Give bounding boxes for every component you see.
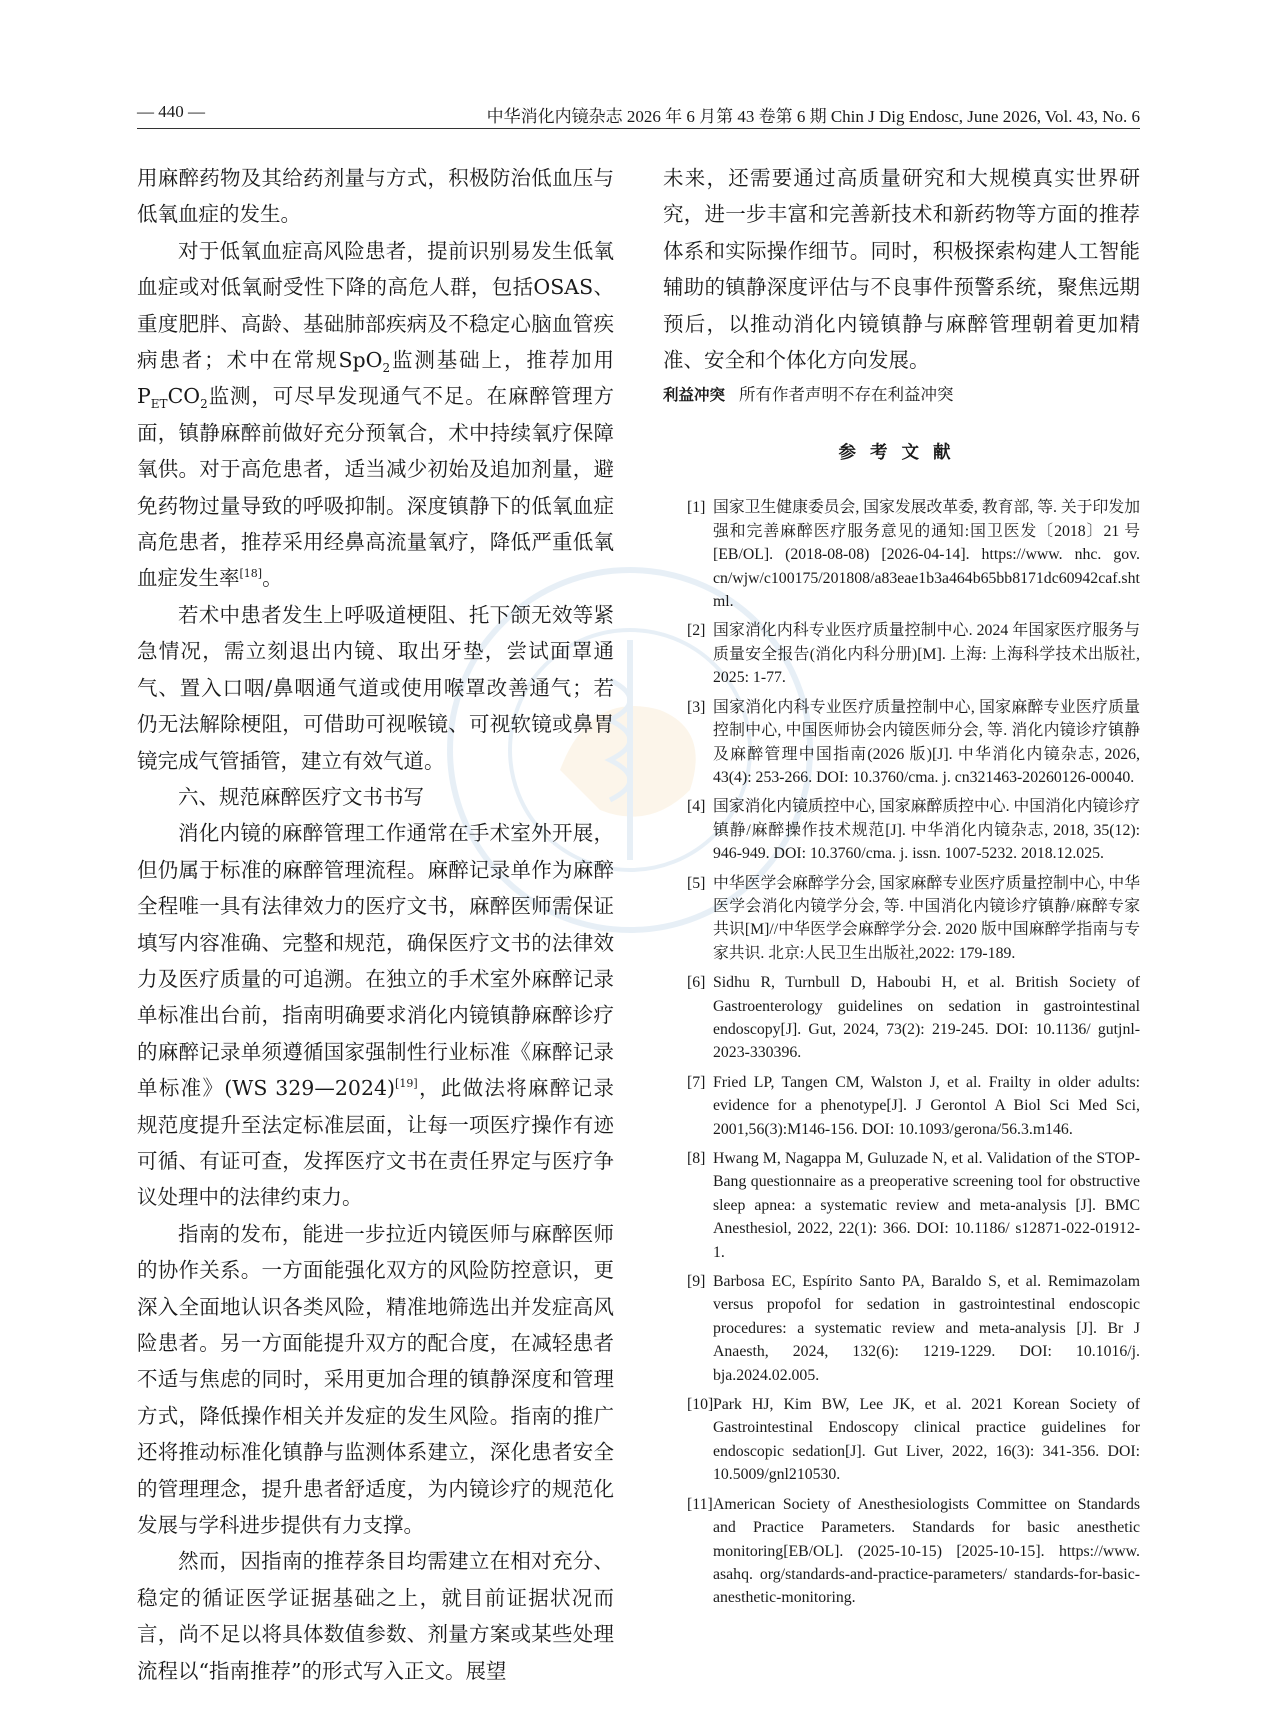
reference-text: Hwang M, Nagappa M, Guluzade N, et al. Validation of the STOP-Bang questionnaire as a preoperative screening tool for obstructive sleep apnea: a systematic review and meta-analysis [J]. BMC Anesthesiol, 2022, 22(1): 366. DOI: 10.1186/ s12871-022-01912-1. bbox=[713, 1150, 1140, 1261]
reference-number: [3] bbox=[687, 698, 706, 716]
reference-number: [9] bbox=[687, 1273, 706, 1291]
reference-number: [1] bbox=[687, 499, 706, 517]
reference-number: [7] bbox=[687, 1073, 706, 1091]
reference-item bbox=[663, 1493, 1140, 1610]
reference-item bbox=[663, 1270, 1140, 1387]
reference-item bbox=[663, 619, 1140, 689]
paragraph: 指南的发布，能进一步拉近内镜医师与麻醉医师的协作关系。一方面能强化双方的风险防控意识，更深入全面地认识各类风险，精准地筛选出并发症高风险患者。另一方面能提升双方的配合度，在减轻患者不适与焦虑的同时，采用更加合理的镇静深度和管理方式，降低操作相关并发症的发生风险。指南的推广还将推动标准化镇静与监测体系建立，深化患者安全的管理理念，提升患者舒适度，为内镜诊疗的规范化发展与学科进步提供有力支撑。 bbox=[137, 1221, 614, 1538]
reference-item bbox=[663, 1393, 1140, 1487]
journal-citation: 中华消化内镜杂志 2026 年 6 月第 43 卷第 6 期 Chin J Dig Endosc, June 2026, Vol. 43, No. 6 bbox=[486, 107, 1140, 126]
conflict-of-interest bbox=[663, 384, 1140, 406]
section-heading: 六、规范麻醉医疗文书书写 bbox=[178, 784, 424, 809]
left-column bbox=[137, 160, 614, 1689]
reference-number: [10] bbox=[687, 1396, 714, 1414]
coi-text: 所有作者声明不存在利益冲突 bbox=[739, 385, 954, 405]
right-column bbox=[663, 160, 1140, 1616]
paragraph: 若术中患者发生上呼吸道梗阻、托下颌无效等紧急情况，需立刻退出内镜、取出牙垫，尝试面罩通气、置入口咽/鼻咽通气道或使用喉罩改善通气；若仍无法解除梗阻，可借助可视喉镜、可视软镜或鼻胃镜完成气管插管，建立有效气道。 bbox=[137, 602, 614, 773]
citation-ref[interactable]: [18] bbox=[239, 567, 263, 581]
reference-item bbox=[663, 795, 1140, 865]
reference-number: [5] bbox=[687, 874, 706, 892]
reference-number: [2] bbox=[687, 622, 706, 640]
reference-text: 中华医学会麻醉学分会, 国家麻醉专业医疗质量控制中心, 中华医学会消化内镜学分会, 等. 中国消化内镜诊疗镇静/麻醉专家共识[M]//中华医学会麻醉学分会. 2020 版中国麻醉学指南与专家共识. 北京:人民卫生出版社,2022: 179-189. bbox=[713, 874, 1140, 962]
coi-label: 利益冲突 bbox=[663, 386, 726, 405]
reference-item bbox=[663, 1071, 1140, 1141]
page-header bbox=[137, 98, 1140, 128]
citation-ref[interactable]: [19] bbox=[395, 1077, 418, 1091]
paragraph: 用麻醉药物及其给药剂量与方式，积极防治低血压与低氧血症的发生。 bbox=[137, 166, 614, 227]
reference-text: 国家消化内科专业医疗质量控制中心, 国家麻醉专业医疗质量控制中心, 中国医师协会内镜医师分会, 等. 消化内镜诊疗镇静及麻醉管理中国指南(2026 版)[J]. 中华消化内镜杂志, 2026, 43(4): 253-266. DOI: 10.3760/cma. j. cn321463-20260126-00040. bbox=[713, 698, 1140, 786]
reference-list bbox=[663, 496, 1140, 1609]
reference-text: Park HJ, Kim BW, Lee JK, et al. 2021 Korean Society of Gastrointestinal Endoscopy clinical practice guidelines for endoscopic sedation[J]. Gut Liver, 2022, 16(3): 341-356. DOI: 10.5009/gnl210530. bbox=[713, 1396, 1140, 1484]
reference-item bbox=[663, 971, 1140, 1065]
reference-item bbox=[663, 1147, 1140, 1264]
paragraph: 未来，还需要通过高质量研究和大规模真实世界研究，进一步丰富和完善新技术和新药物等方面的推荐体系和实际操作细节。同时，积极探索构建人工智能辅助的镇静深度评估与不良事件预警系统，聚焦远期预后，以推动消化内镜镇静与麻醉管理朝着更加精准、安全和个体化方向发展。 bbox=[663, 166, 1140, 373]
reference-text: Barbosa EC, Espírito Santo PA, Baraldo S, et al. Remimazolam versus propofol for sedation in gastrointestinal endoscopic procedures: a systematic review and meta-analysis [J]. Br J Anaesth, 2024, 132(6): 1219-1229. DOI: 10.1016/j. bja.2024.02.005. bbox=[713, 1273, 1140, 1384]
page-number: — 440 — bbox=[137, 102, 205, 121]
reference-item bbox=[663, 696, 1140, 790]
header-rule bbox=[137, 128, 1140, 129]
reference-text: 国家卫生健康委员会, 国家发展改革委, 教育部, 等. 关于印发加强和完善麻醉医疗服务意见的通知:国卫医发〔2018〕21 号 [EB/OL]. (2018-08-08) [2026-04-14]. https://www. nhc. gov. cn/wjw/c100175/201808/a83eae1b3a464b65bb8171dc60942caf.shtml. bbox=[713, 499, 1140, 611]
reference-item bbox=[663, 872, 1140, 966]
reference-text: 国家消化内科专业医疗质量控制中心. 2024 年国家医疗服务与质量安全报告(消化内科分册)[M]. 上海: 上海科学技术出版社, 2025: 1-77. bbox=[713, 622, 1140, 687]
references-title: 参考文献 bbox=[838, 443, 965, 464]
paragraph: 然而，因指南的推荐条目均需建立在相对充分、稳定的循证医学证据基础之上，就目前证据状况而言，尚不足以将具体数值参数、剂量方案或某些处理流程以“指南推荐”的形式写入正文。展望 bbox=[137, 1549, 614, 1683]
reference-number: [8] bbox=[687, 1150, 706, 1167]
reference-item bbox=[663, 496, 1140, 613]
reference-text: Sidhu R, Turnbull D, Haboubi H, et al. British Society of Gastroenterology guidelines on sedation in gastrointestinal endoscopy[J]. Gut, 2024, 73(2): 219-245. DOI: 10.1136/ gutjnl-2023-330396. bbox=[713, 974, 1140, 1062]
reference-text: Fried LP, Tangen CM, Walston J, et al. Frailty in older adults: evidence for a phenotype[J]. J Gerontol A Biol Sci Med Sci, 2001,56(3):M146-156. DOI: 10.1093/gerona/56.3.m146. bbox=[713, 1073, 1140, 1138]
reference-number: [6] bbox=[687, 974, 706, 992]
paragraph: 对于低氧血症高风险患者，提前识别易发生低氧血症或对低氧耐受性下降的高危人群，包括OSAS、重度肥胖、高龄、基础肺部疾病及不稳定心脑血管疾病患者；术中在常规SpO$_2$监测基础上，推荐加用$P_{ET}CO_2$监测，可尽早发现通气不足。在麻醉管理方面，镇静麻醉前做好充分预氧合，术中持续氧疗保障氧供。对于高危患者，适当减少初始及追加剂量，避免药物过量导致的呼吸抑制。深度镇静下的低氧血症高危患者，推荐采用经鼻高流量氧疗，降低严重低氧血症发生率[18]。 bbox=[137, 238, 614, 591]
reference-number: [4] bbox=[687, 798, 706, 816]
reference-number: [11] bbox=[687, 1495, 713, 1513]
reference-text: 国家消化内镜质控中心, 国家麻醉质控中心. 中国消化内镜诊疗镇静/麻醉操作技术规范[J]. 中华消化内镜杂志, 2018, 35(12): 946-949. DOI: 10.3760/cma. j. issn. 1007-5232. 2018.12.025. bbox=[713, 798, 1140, 863]
reference-text: American Society of Anesthesiologists Committee on Standards and Practice Parameters. Standards for basic anesthetic monitoring[EB/OL]. (2025-10-15) [2025-10-15]. https://www. asahq. org/standards-and-practice-parameters/ standards-for-basic-anesthetic-monitoring. bbox=[713, 1495, 1140, 1607]
paragraph: 消化内镜的麻醉管理工作通常在手术室外开展，但仍属于标准的麻醉管理流程。麻醉记录单作为麻醉全程唯一具有法律效力的医疗文书，麻醉医师需保证填写内容准确、完整和规范，确保医疗文书的法律效力及医疗质量的可追溯。在独立的手术室外麻醉记录单标准出台前，指南明确要求消化内镜镇静麻醉诊疗的麻醉记录单须遵循国家强制性行业标准《麻醉记录单标准》(WS 329—2024)[19]，此做法将麻醉记录规范度提升至法定标准层面，让每一项医疗操作有迹可循、有证可查，发挥医疗文书在责任界定与医疗争议处理中的法律约束力。 bbox=[137, 821, 614, 1210]
